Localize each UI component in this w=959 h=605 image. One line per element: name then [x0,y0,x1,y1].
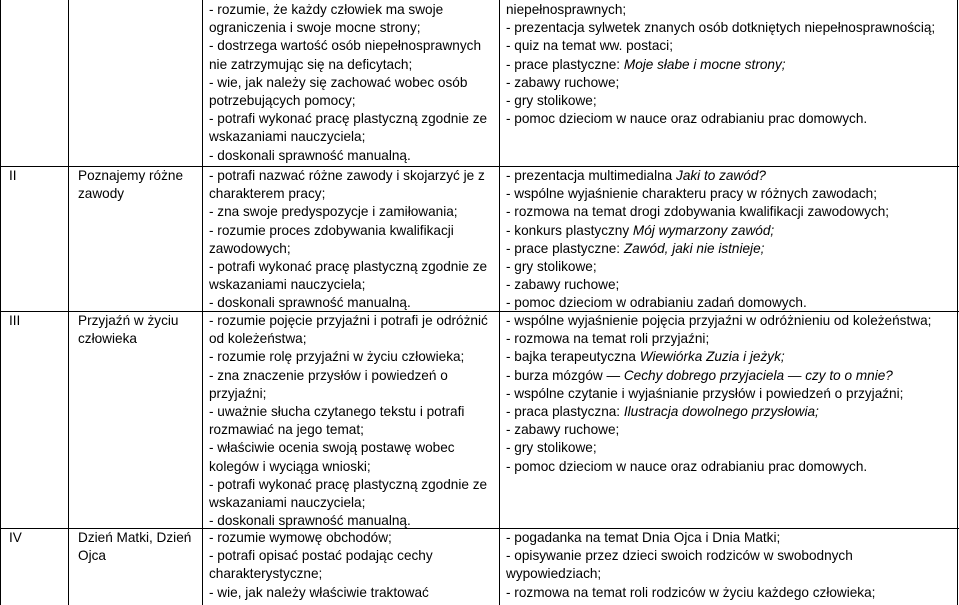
row-3-topic [78,529,191,565]
form-line [506,529,875,547]
goal-line: - doskonali sprawność manualną. [209,513,411,529]
goal-line: charakterem pracy; [209,186,326,202]
column-divider [68,0,69,605]
form-line [506,565,875,583]
form-italic-text: Wiewiórka Zuzia i jeżyk; [639,349,785,365]
form-text: wypowiedziach; [506,566,602,582]
form-text: - zabawy ruchowe; [506,74,620,90]
form-line [506,203,889,221]
form-italic-text: Moje słabe i mocne strony; [623,56,786,72]
goal-line: - doskonali sprawność manualną. [209,295,411,311]
goal-line: - zna swoje predyspozycje i zamiłowania; [209,204,458,220]
goal-line: ograniczenia i swoje mocne strony; [209,20,421,36]
goal-line: - wie, jak należy właściwie traktować [209,584,429,600]
form-text: - rozmowa na temat drogi zdobywania kwalifikacji zawodowych; [506,204,890,220]
row-number: III [9,313,21,328]
form-text: - konkurs plastyczny [506,222,633,238]
goal-line: kolegów i wyciąga wnioski; [209,458,371,474]
goal-line: wskazaniami nauczyciela; [209,277,366,293]
form-text: - pomoc dzieciom w nauce oraz odrabianiu prac domowych. [506,458,868,474]
form-text: - prezentacja sylwetek znanych osób dotkniętych niepełnosprawnością; [506,20,936,36]
form-text: - wspólne czytanie i wyjaśnianie przysłów i powiedzeń o przyjaźni; [506,385,904,401]
row-number: II [9,168,17,183]
goal-line: potrzebujących pomocy; [209,92,356,108]
goal-line: przyjaźni; [209,385,267,401]
goal-line: - dostrzega wartość osób niepełnosprawnych [209,38,482,54]
goal-line: - potrafi wykonać pracę plastyczną zgodnie ze [209,476,488,492]
form-line [506,458,931,476]
form-line [506,348,931,366]
topic-line: zawody [78,186,125,202]
form-line [506,367,931,385]
goal-line: - uważnie słucha czytanego tekstu i potrafi [209,403,465,419]
form-line [506,110,935,128]
form-line [506,547,875,565]
form-line [506,222,889,240]
form-line [506,185,889,203]
form-text: - praca plastyczna: [506,403,624,419]
row-2-forms [506,312,931,476]
row-number: IV [9,530,22,545]
row-3-forms [506,529,875,602]
form-text: - zabawy ruchowe; [506,277,620,293]
form-text: - wspólne wyjaśnienie pojęcia przyjaźni w odróżnieniu od koleżeństwa; [506,313,932,328]
goal-line: wskazaniami nauczyciela; [209,129,366,145]
goal-line: - zna znaczenie przysłów i powiedzeń o [209,367,448,383]
topic-line: człowieka [78,331,137,347]
goal-line: - potrafi nazwać różne zawody i skojarzyć je z [209,168,485,183]
form-line [506,37,935,55]
table-border [957,0,958,605]
goal-line: zawodowych; [209,240,291,256]
form-text: niepełnosprawnych; [506,2,627,17]
row-1-goals [209,167,487,313]
form-italic-text: Zawód, jaki nie istnieje; [623,240,765,256]
form-text: - prace plastyczne: [506,56,624,72]
form-line [506,312,931,330]
form-text: - pogadanka na temat Dnia Ojca i Dnia Matki; [506,530,781,545]
row-0-goals [209,1,487,165]
goal-line: wskazaniami nauczyciela; [209,494,366,510]
row-1-forms [506,167,889,313]
row-0-forms [506,1,935,128]
goal-line: - rozumie, że każdy człowiek ma swoje [209,2,444,17]
table-border [0,0,1,605]
form-line [506,19,935,37]
goal-line: - właściwie ocenia swoją postawę wobec [209,440,455,456]
form-text: - prezentacja multimedialna [506,168,677,183]
goal-line: nie zatrzymując się na deficytach; [209,56,413,72]
form-line [506,584,875,602]
form-text: - burza mózgów — [506,367,624,383]
goal-line: - doskonali sprawność manualną. [209,147,411,163]
form-text: - prace plastyczne: [506,240,624,256]
form-italic-text: Ilustracja dowolnego przysłowia; [623,403,819,419]
form-text: - rozmowa na temat roli rodziców w życiu każdego człowieka; [506,584,876,600]
form-italic-text: Cechy dobrego przyjaciela — czy to o mnie? [623,367,893,383]
column-divider [499,0,500,605]
goal-line: - potrafi wykonać pracę plastyczną zgodnie ze [209,111,488,127]
row-2-goals [209,312,488,530]
form-text: - pomoc dzieciom w nauce oraz odrabianiu prac domowych. [506,111,868,127]
goal-line: od koleżeństwa; [209,331,307,347]
form-text: - rozmowa na temat roli przyjaźni; [506,331,710,347]
topic-line: Przyjaźń w życiu [78,313,179,328]
form-line [506,167,889,185]
form-line [506,385,931,403]
goal-line: - rozumie proces zdobywania kwalifikacji [209,222,454,238]
goal-line: rozmawiać na jego temat; [209,422,364,438]
form-line [506,240,889,258]
goal-line: - potrafi opisać postać podając cechy [209,548,433,564]
goal-line: charakterystyczne; [209,566,323,582]
column-divider [202,0,203,605]
topic-line: Dzień Matki, Dzień [78,530,192,545]
form-text: - bajka terapeutyczna [506,349,640,365]
goal-line: - rozumie pojęcie przyjaźni i potrafi je odróżnić [209,313,488,328]
topic-line: Poznajemy różne [78,168,184,183]
form-line [506,439,931,457]
form-text: - gry stolikowe; [506,92,597,108]
form-text: - gry stolikowe; [506,258,597,274]
form-text: - quiz na temat ww. postaci; [506,38,673,54]
form-text: - wspólne wyjaśnienie charakteru pracy w różnych zawodach; [506,186,877,202]
form-text: - opisywanie przez dzieci swoich rodziców w swobodnych [506,548,853,564]
form-line [506,92,935,110]
topic-line: Ojca [78,548,106,564]
form-italic-text: Mój wymarzony zawód; [632,222,775,238]
row-2-topic [78,312,178,348]
form-line [506,276,889,294]
row-1-topic [78,167,183,203]
form-line [506,330,931,348]
form-text: - zabawy ruchowe; [506,422,620,438]
form-line [506,1,935,19]
form-line [506,74,935,92]
goal-line: - rozumie wymowę obchodów; [209,530,392,545]
goal-line: - rozumie rolę przyjaźni w życiu człowieka; [209,349,465,365]
form-text: - gry stolikowe; [506,440,597,456]
goal-line: - potrafi wykonać pracę plastyczną zgodnie ze [209,258,488,274]
form-line [506,258,889,276]
form-line [506,294,889,312]
form-line [506,421,931,439]
row-3-goals [209,529,433,602]
form-italic-text: Jaki to zawód? [676,168,766,183]
form-line [506,56,935,74]
goal-line: - wie, jak należy się zachować wobec osób [209,74,468,90]
form-text: - pomoc dzieciom w odrabianiu zadań domowych. [506,295,807,311]
form-line [506,403,931,421]
